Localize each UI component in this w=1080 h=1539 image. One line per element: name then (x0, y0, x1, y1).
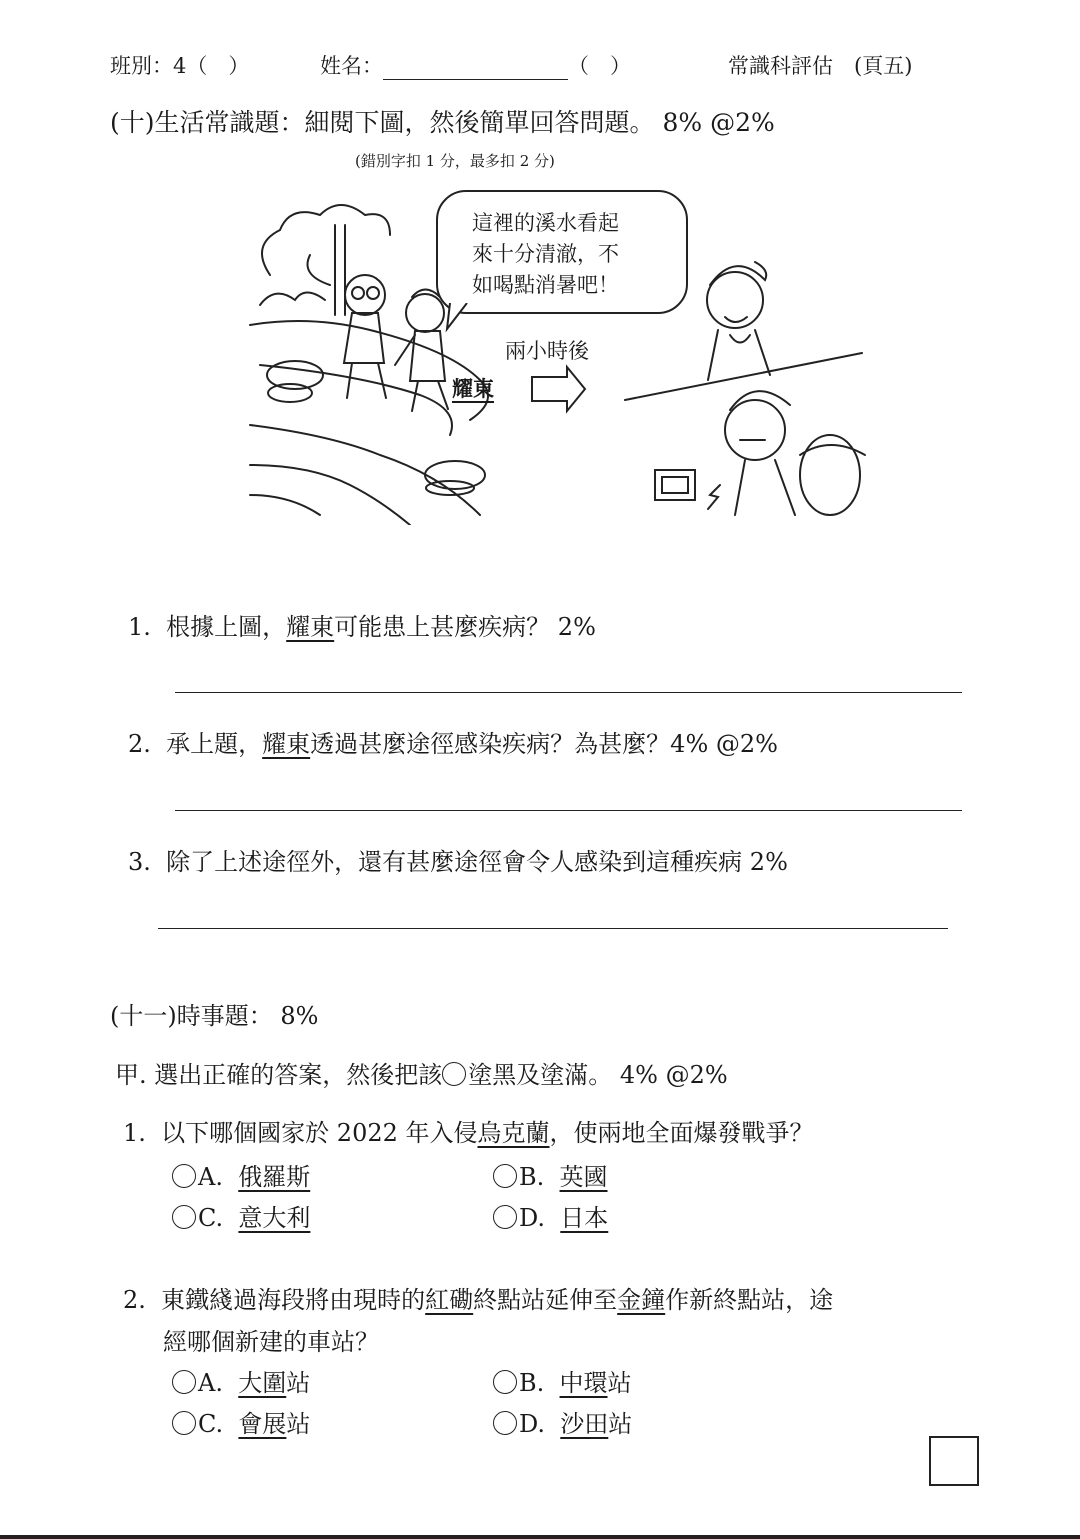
s11-q2-number: 2. (123, 1286, 146, 1314)
option-text: 中環 (559, 1369, 608, 1397)
speech-line-3: 如喝點消暑吧！ (472, 273, 619, 297)
section11-q2 (123, 1280, 833, 1315)
score-box[interactable] (929, 1436, 979, 1486)
s11-q2-text-1: 東鐵綫過海段將由現時的 (161, 1286, 426, 1314)
option-text: 日本 (560, 1204, 609, 1232)
name-field (320, 50, 631, 80)
option-suffix: 站 (607, 1369, 632, 1397)
option-letter: C. (198, 1204, 224, 1232)
s11-q2-text-3: 作新終點站，途 (665, 1286, 834, 1314)
speech-text (472, 208, 619, 301)
option-letter: B. (519, 1163, 545, 1191)
q3-number: 3. (128, 848, 151, 876)
s11-q1-text-pre: 以下哪個國家於 2022 年入侵 (161, 1119, 478, 1147)
option-text: 意大利 (238, 1204, 311, 1232)
speech-line-2: 來十分清澈，不 (472, 242, 619, 266)
s11-q2-place-2: 金鐘 (617, 1286, 666, 1314)
time-label: 兩小時後 (505, 339, 589, 363)
s11-q2-option-c[interactable] (172, 1404, 310, 1439)
option-suffix: 站 (286, 1369, 311, 1397)
s11-q1-option-d[interactable] (493, 1198, 608, 1233)
name-blank[interactable] (383, 57, 568, 80)
section10-note: (錯別字扣 1 分，最多扣 2 分) (355, 152, 555, 170)
option-text: 沙田 (560, 1410, 609, 1438)
q1-text-pre: 根據上圖， (166, 613, 287, 641)
option-circle-icon[interactable] (172, 1205, 196, 1229)
speech-bubble (436, 190, 688, 314)
q1-text-post: 可能患上甚麼疾病？ 2% (334, 613, 596, 641)
section11-q1 (123, 1113, 814, 1148)
speech-line-1: 這裡的溪水看起 (472, 211, 619, 235)
s11-q1-place: 烏克蘭 (477, 1119, 550, 1147)
option-circle-icon[interactable] (172, 1370, 196, 1394)
q1-name: 耀東 (286, 613, 335, 641)
q2-name: 耀東 (262, 730, 311, 758)
section10-q3 (128, 842, 788, 877)
student-number-paren: （ ） (568, 54, 631, 78)
option-circle-icon[interactable] (172, 1411, 196, 1435)
s11-q1-number: 1. (123, 1119, 146, 1147)
s11-q2-line2: 經哪個新建的車站？ (163, 1328, 379, 1356)
section11-part-a (115, 1055, 728, 1090)
name-label: 姓名： (320, 54, 383, 78)
option-letter: D. (519, 1410, 546, 1438)
section10-title: (十)生活常識題：細閱下圖，然後簡單回答問題。 8% @2% (110, 108, 775, 137)
option-letter: A. (198, 1369, 223, 1397)
option-circle-icon[interactable] (493, 1370, 517, 1394)
option-letter: C. (198, 1410, 224, 1438)
option-text: 大圍 (238, 1369, 287, 1397)
s11-q2-text-2: 終點站延伸至 (473, 1286, 618, 1314)
s11-q1-text-post: ，使兩地全面爆發戰爭？ (549, 1119, 814, 1147)
page-subject: 常識科評估 (頁五) (728, 54, 913, 78)
s11-q2-place-1: 紅磡 (425, 1286, 474, 1314)
option-letter: D. (519, 1204, 546, 1232)
q1-answer-line[interactable] (175, 692, 962, 693)
q2-answer-line[interactable] (175, 810, 962, 811)
section11-title: (十一)時事題： 8% (110, 1002, 319, 1030)
s11-q1-option-b[interactable] (493, 1157, 608, 1192)
part-a-text-pre: 甲. 選出正確的答案，然後把該 (115, 1061, 443, 1089)
part-a-text-post: 塗黑及塗滿。 4% @2% (468, 1061, 728, 1089)
option-circle-icon[interactable] (493, 1205, 517, 1229)
option-text: 俄羅斯 (238, 1163, 311, 1191)
s11-q2-option-a[interactable] (172, 1363, 310, 1398)
option-circle-icon[interactable] (493, 1411, 517, 1435)
class-label: 班別：4（ ） (110, 54, 250, 78)
option-circle-icon[interactable] (172, 1164, 196, 1188)
option-text: 英國 (559, 1163, 608, 1191)
option-suffix: 站 (608, 1410, 633, 1438)
section10-q1 (128, 607, 596, 642)
option-text: 會展 (238, 1410, 287, 1438)
s11-q2-option-d[interactable] (493, 1404, 632, 1439)
q2-text-pre: 承上題， (166, 730, 263, 758)
q1-number: 1. (128, 613, 151, 641)
s11-q1-option-c[interactable] (172, 1198, 310, 1233)
option-circle-icon[interactable] (493, 1164, 517, 1188)
illustration (240, 185, 880, 525)
option-suffix: 站 (286, 1410, 311, 1438)
q3-answer-line[interactable] (158, 928, 948, 929)
q2-text-post: 透過甚麼途徑感染疾病？為甚麼？4% @2% (310, 730, 778, 758)
class-field (110, 50, 249, 80)
s11-q2-option-b[interactable] (493, 1363, 632, 1398)
q3-text: 除了上述途徑外，還有甚麼途徑會令人感染到這種疾病 2% (166, 848, 788, 876)
q2-number: 2. (128, 730, 151, 758)
character-name-label: 耀東 (452, 376, 494, 401)
option-letter: A. (198, 1163, 223, 1191)
page-bottom-edge (0, 1535, 1080, 1539)
speech-tail (445, 303, 475, 333)
option-letter: B. (519, 1369, 545, 1397)
circle-icon (442, 1062, 466, 1086)
section10-q2 (128, 724, 778, 759)
s11-q1-option-a[interactable] (172, 1157, 310, 1192)
